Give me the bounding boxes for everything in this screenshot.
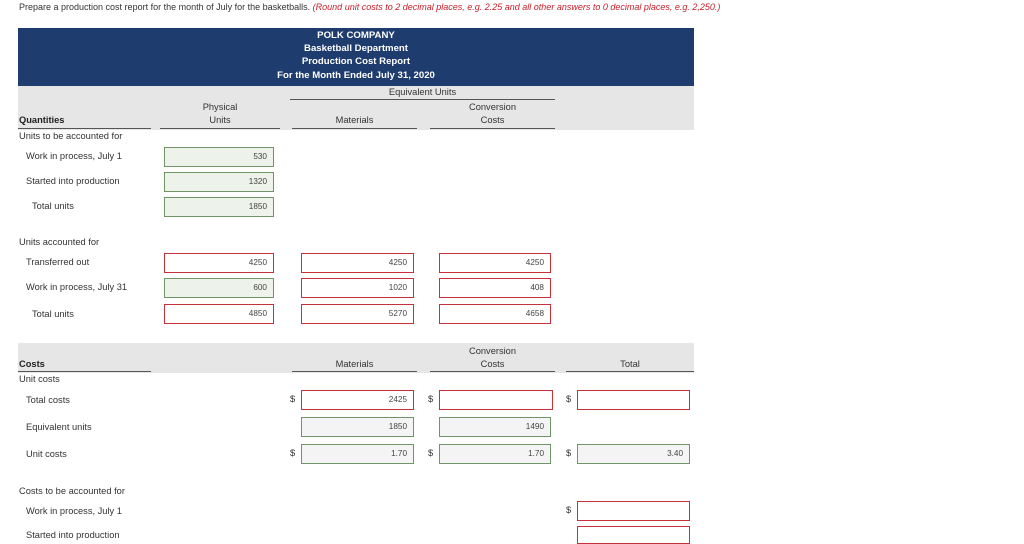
total2-conversion-field[interactable]: 4658: [439, 304, 551, 324]
rule-quantities: [18, 128, 151, 129]
report-header: [18, 28, 694, 86]
costs-wip-july1-total-field[interactable]: [577, 501, 690, 521]
total2-materials-field[interactable]: 5270: [301, 304, 414, 324]
rule-materials: [292, 128, 417, 129]
currency-sign: $: [290, 394, 296, 404]
wip-july1-label: Work in process, July 1: [26, 151, 122, 161]
col-conversion-line1: Conversion: [468, 102, 517, 112]
transferred-materials-field[interactable]: 4250: [301, 253, 414, 273]
rule-costs-materials: [292, 371, 417, 372]
wip-july31-label: Work in process, July 31: [26, 282, 128, 292]
rule-costs-total: [566, 371, 694, 372]
wip-july31-conversion-field[interactable]: 408: [439, 278, 551, 298]
col-materials: Materials: [335, 115, 374, 125]
total2-physical-field[interactable]: 4850: [164, 304, 274, 324]
total-units-physical-field[interactable]: 1850: [164, 197, 274, 217]
currency-sign: $: [290, 448, 296, 458]
total-costs-conversion-field[interactable]: [439, 390, 553, 410]
col-physical-line2: Units: [209, 115, 231, 125]
currency-sign: $: [566, 505, 572, 515]
transferred-conversion-field[interactable]: 4250: [439, 253, 551, 273]
started-label: Started into production: [26, 176, 120, 186]
equiv-units-materials-field[interactable]: 1850: [301, 417, 414, 437]
currency-sign: $: [428, 448, 434, 458]
wip-july31-materials-field[interactable]: 1020: [301, 278, 414, 298]
instructions: [19, 2, 720, 12]
costs-wip-july1-label: Work in process, July 1: [26, 506, 122, 516]
rule-costs-conversion: [430, 371, 555, 372]
costs-started-total-field[interactable]: [577, 526, 690, 544]
currency-sign: $: [428, 394, 434, 404]
unit-costs-section-label: Unit costs: [19, 374, 60, 384]
department-name: Basketball Department: [304, 43, 408, 54]
costs-col-materials: Materials: [335, 359, 374, 369]
col-conversion-line2: Costs: [480, 115, 505, 125]
unit-costs-total-field[interactable]: 3.40: [577, 444, 690, 464]
unit-costs-row-label: Unit costs: [26, 449, 67, 459]
unit-costs-materials-field[interactable]: 1.70: [301, 444, 414, 464]
total-costs-label: Total costs: [26, 395, 70, 405]
rule-costs: [18, 371, 151, 372]
report-period: For the Month Ended July 31, 2020: [277, 70, 435, 81]
currency-sign: $: [566, 448, 572, 458]
costs-to-be-accounted-label: Costs to be accounted for: [19, 486, 125, 496]
unit-costs-conversion-field[interactable]: 1.70: [439, 444, 551, 464]
total-costs-total-field[interactable]: [577, 390, 690, 410]
costs-col-total: Total: [620, 359, 640, 369]
total-costs-materials-field[interactable]: 2425: [301, 390, 414, 410]
costs-label: Costs: [19, 359, 45, 369]
costs-col-conversion-line1: Conversion: [468, 346, 517, 356]
costs-started-label: Started into production: [26, 530, 120, 540]
equivalent-units-rule: [290, 99, 555, 100]
rule-physical: [160, 128, 280, 129]
started-physical-field[interactable]: 1320: [164, 172, 274, 192]
wip-july1-physical-field[interactable]: 530: [164, 147, 274, 167]
rule-conversion: [430, 128, 555, 129]
transferred-out-label: Transferred out: [26, 257, 90, 267]
equiv-units-conversion-field[interactable]: 1490: [439, 417, 551, 437]
equivalent-units-header: Equivalent Units: [388, 87, 457, 97]
units-to-be-accounted-label: Units to be accounted for: [19, 131, 123, 141]
quantities-label: Quantities: [19, 115, 65, 125]
units-accounted-for-label: Units accounted for: [19, 237, 100, 247]
equivalent-units-label: Equivalent units: [26, 422, 92, 432]
col-physical-line1: Physical: [202, 102, 238, 112]
wip-july31-physical-field[interactable]: 600: [164, 278, 274, 298]
total-units-2-label: Total units: [32, 309, 74, 319]
total-units-label: Total units: [32, 201, 74, 211]
costs-col-conversion-line2: Costs: [480, 359, 505, 369]
transferred-physical-field[interactable]: 4250: [164, 253, 274, 273]
instructions-note: (Round unit costs to 2 decimal places, e.g. 2.25 and all other answers to 0 decimal places, e.g. 2,250.): [312, 2, 721, 12]
instructions-text: Prepare a production cost report for the month of July for the basketballs.: [19, 2, 311, 12]
report-name: Production Cost Report: [301, 56, 411, 67]
company-name: POLK COMPANY: [317, 30, 395, 41]
currency-sign: $: [566, 394, 572, 404]
